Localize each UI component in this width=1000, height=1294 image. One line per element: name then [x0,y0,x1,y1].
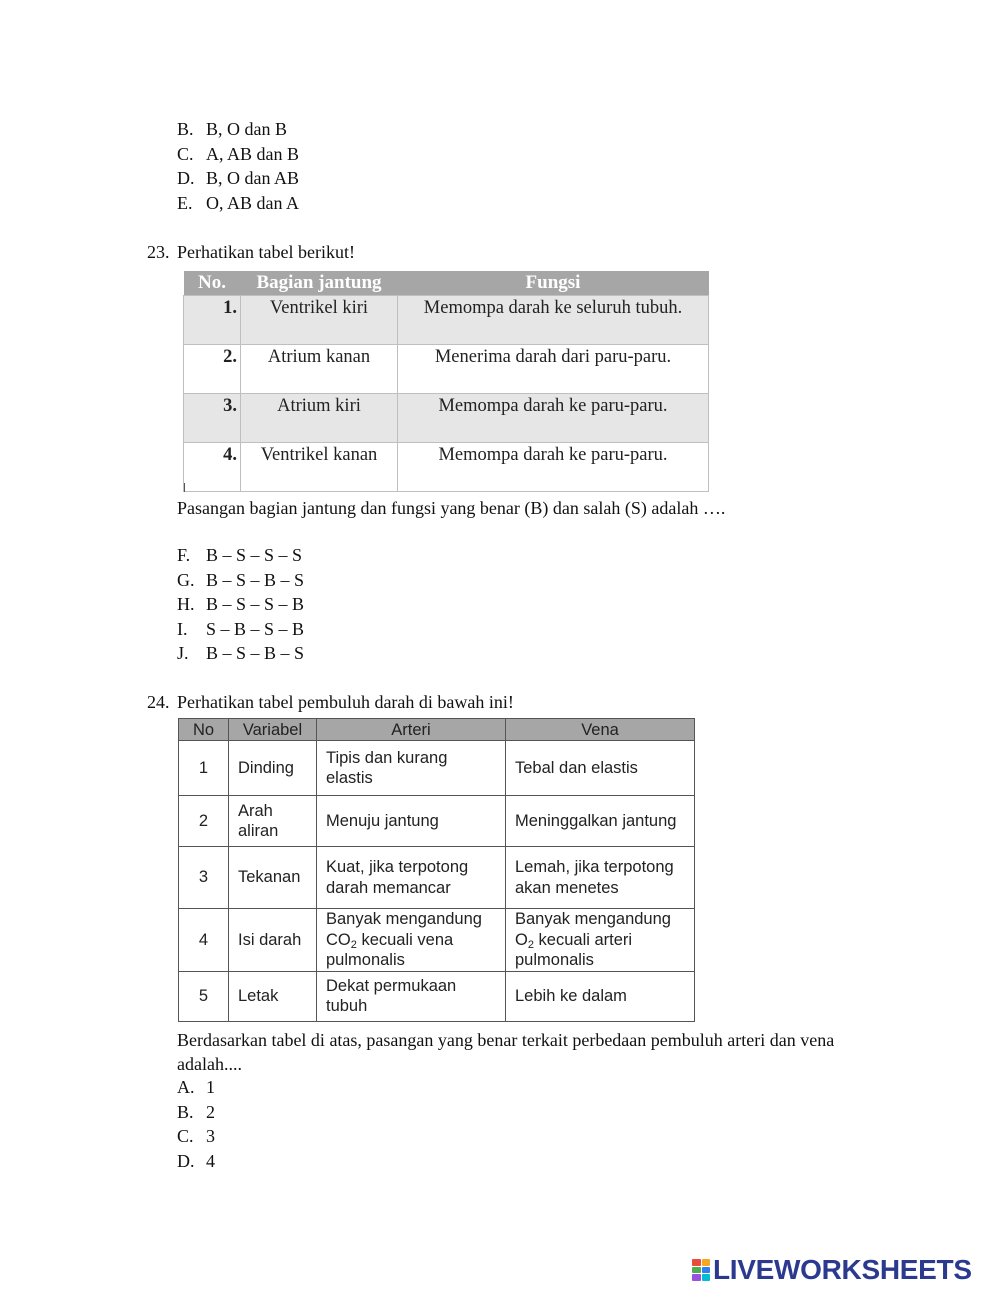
q23-prompt: 23. Perhatikan tabel berikut! [147,242,355,262]
q24-question: Berdasarkan tabel di atas, pasangan yang benar terkait perbedaan pembuluh arteri dan vena adalah.... [177,1030,835,1074]
header-part: Bagian jantung [241,271,398,296]
header-artery: Arteri [317,719,506,741]
q22-option-b[interactable]: B. B, O dan B [177,119,287,139]
artery-blood-content: Banyak mengandung $CO_2$ kecuali vena pulmonalis [317,909,506,972]
logo-text: LIVEWORKSHEETS [713,1254,972,1285]
q23-option-j[interactable]: J. B – S – B – S [177,643,305,663]
q23-options [177,543,304,666]
table-header-row [184,271,709,296]
q22-options [177,117,299,215]
header-no: No. [184,271,241,296]
q24-prompt: 24. Perhatikan tabel pembuluh darah di bawah ini! [147,692,514,712]
table-row: 2 Arah aliran Menuju jantung Meninggalkan jantung [179,796,695,847]
q24-option-d[interactable]: D. 4 [177,1150,215,1171]
q24-option-a[interactable]: A. 1 [177,1077,215,1097]
q24-options [177,1075,215,1173]
table-row: 2. Atrium kanan Menerima darah dari paru-paru. [184,345,709,394]
table-edge-mark [184,483,185,492]
q22-option-c[interactable]: C. A, AB dan B [177,143,300,164]
table-row: 4. Ventrikel kanan Memompa darah ke paru-paru. [184,443,709,492]
header-function: Fungsi [398,271,709,296]
vein-blood-content: Banyak mengandung $O_2$ kecuali arteri pulmonalis [506,909,695,972]
q23-question: Pasangan bagian jantung dan fungsi yang benar (B) dan salah (S) adalah …. [177,498,726,518]
logo-mark-icon [692,1259,710,1281]
q23-option-g[interactable]: G. B – S – B – S [177,569,305,590]
q24-option-b[interactable]: B. 2 [177,1101,215,1122]
header-no: No [179,719,229,741]
table-row: 3. Atrium kiri Memompa darah ke paru-paru. [184,394,709,443]
table-row: 4 Isi darah Banyak mengandung $CO_2$ kecuali vena pulmonalis Banyak mengandung $O_2$ kecuali arteri pulmonalis [179,909,695,972]
table-header-row [179,719,695,741]
header-variable: Variabel [229,719,317,741]
q23-option-h[interactable]: H. B – S – S – B [177,594,305,614]
liveworksheets-logo[interactable] [692,1253,972,1287]
table-row: 3 Tekanan Kuat, jika terpotong darah memancar Lemah, jika terpotong akan menetes [179,847,695,909]
q24-option-c[interactable]: C. 3 [177,1126,215,1146]
q23-option-f[interactable]: F. B – S – S – S [177,545,303,565]
table-row: 1 Dinding Tipis dan kurang elastis Tebal dan elastis [179,741,695,796]
header-vein: Vena [506,719,695,741]
table-row: 1. Ventrikel kiri Memompa darah ke seluruh tubuh. [184,296,709,345]
q22-option-d[interactable]: D. B, O dan AB [177,168,300,188]
q23-option-i[interactable]: I. S – B – S – B [177,618,305,639]
blood-vessel-table [178,718,695,1022]
heart-parts-table [183,271,709,492]
q22-option-e[interactable]: E. O, AB dan A [177,192,300,213]
table-row: 5 Letak Dekat permukaan tubuh Lebih ke dalam [179,971,695,1021]
